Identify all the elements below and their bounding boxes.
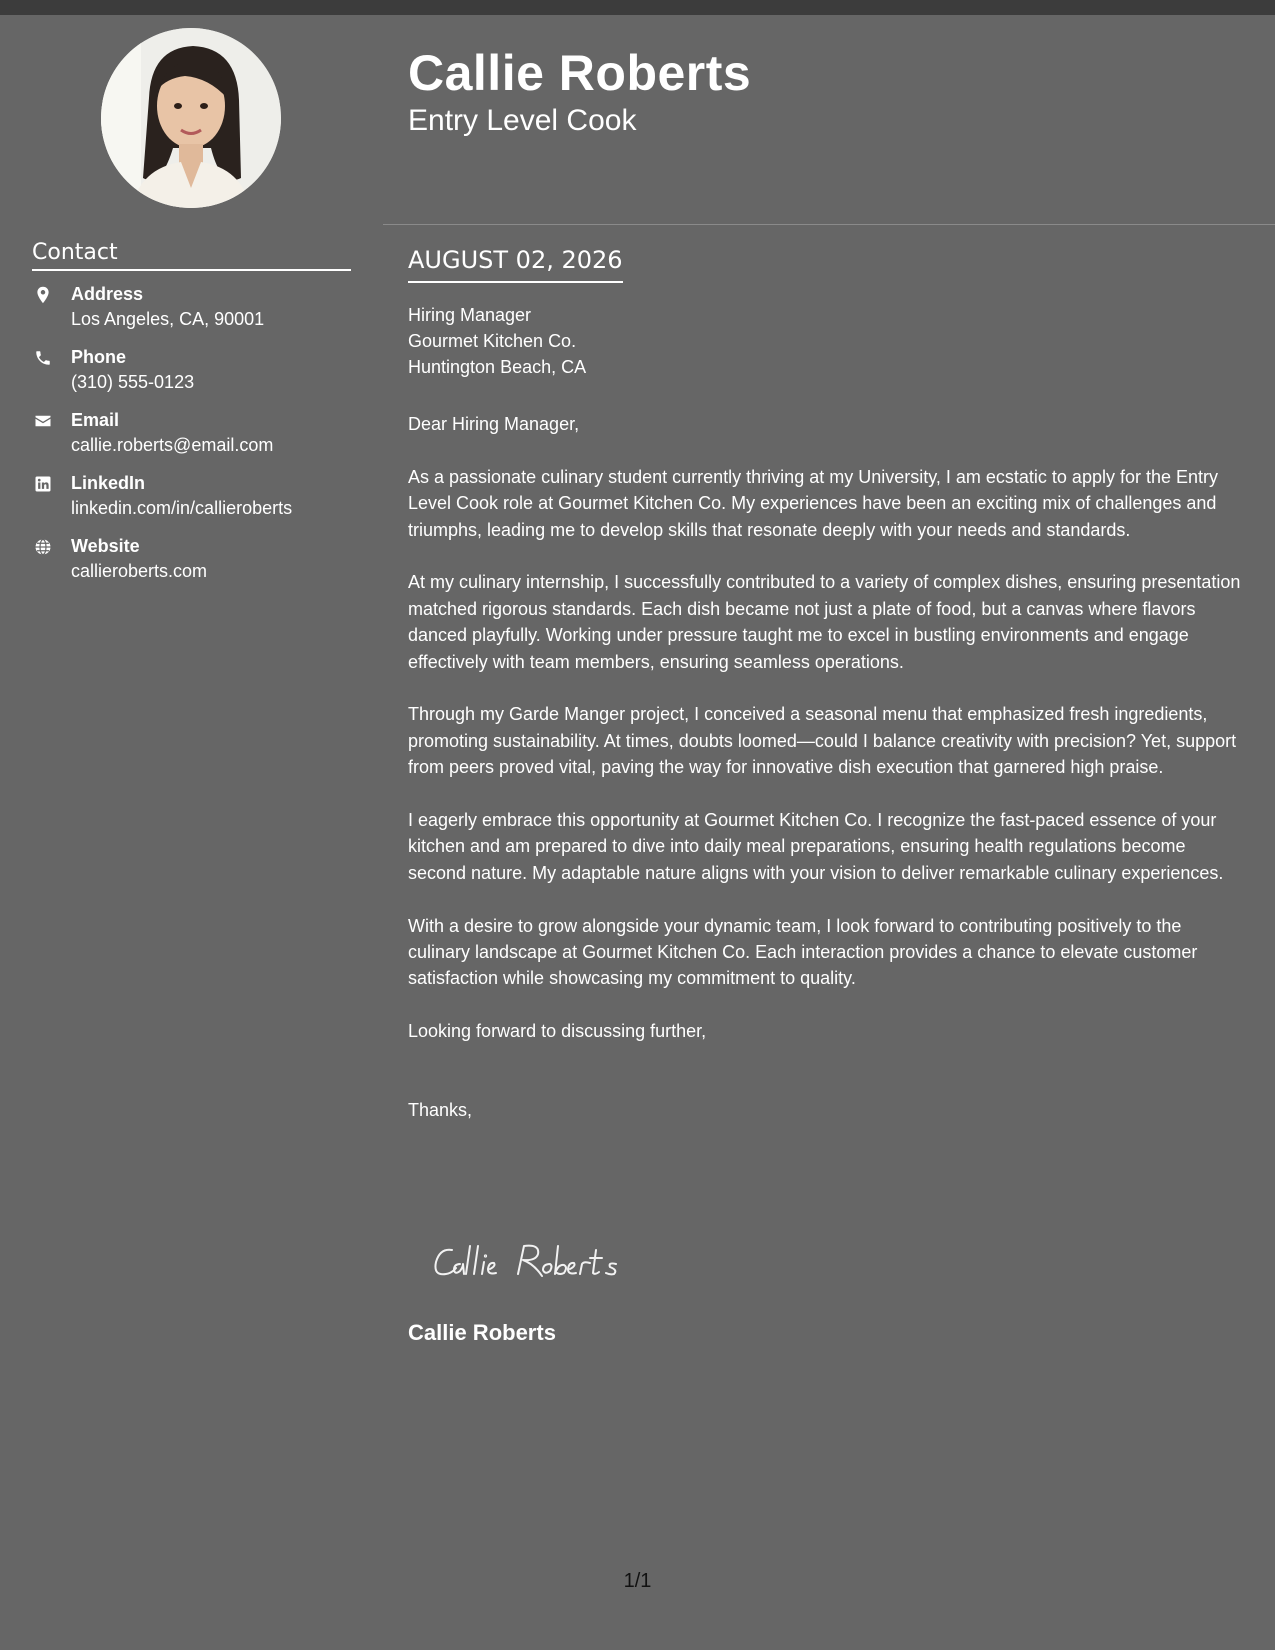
candidate-name: Callie Roberts <box>408 45 752 101</box>
closing-line: Looking forward to discussing further, <box>408 1021 707 1042</box>
recipient-block <box>408 302 586 380</box>
letter-body <box>408 411 1243 1149</box>
contact-label: Phone <box>71 347 127 367</box>
website-link[interactable]: callieroberts.com <box>71 561 208 581</box>
map-pin-icon <box>34 286 52 304</box>
contact-label: Email <box>71 410 120 430</box>
address-value: Los Angeles, CA, 90001 <box>71 309 265 329</box>
letter-paragraph: I eagerly embrace this opportunity at Gourmet Kitchen Co. I recognize the fast-paced essence of your kitchen and am prepared to dive into daily meal preparations, ensuring health regulations become second nature. My adaptable nature aligns with your vision to deliver remarkable culinary experiences. <box>408 810 1224 883</box>
salutation: Dear Hiring Manager, <box>408 414 580 434</box>
recipient-line: Huntington Beach, CA <box>408 357 587 377</box>
header-divider <box>383 224 1275 225</box>
linkedin-link[interactable]: linkedin.com/in/callieroberts <box>71 498 293 518</box>
handwritten-signature <box>430 1236 650 1286</box>
profile-photo <box>101 28 281 208</box>
contact-item-phone <box>32 347 362 410</box>
letter-paragraph: With a desire to grow alongside your dynamic team, I look forward to contributing positively to the culinary landscape at Gourmet Kitchen Co. Each interaction provides a chance to elevate customer satisfaction while showcasing my commitment to quality. <box>408 915 1198 989</box>
contact-heading: Contact <box>32 240 351 271</box>
page-indicator: 1/1 <box>623 1570 652 1592</box>
envelope-icon <box>34 412 52 430</box>
email-link[interactable]: callie.roberts@email.com <box>71 435 274 455</box>
letter-date: AUGUST 02, 2026 <box>408 246 623 283</box>
contact-item-email <box>32 410 362 473</box>
top-bar <box>0 0 1275 15</box>
contact-item-address <box>32 284 362 347</box>
globe-icon <box>34 538 52 556</box>
signed-name: Callie Roberts <box>408 1320 556 1345</box>
contact-item-linkedin <box>32 473 362 536</box>
phone-value: (310) 555-0123 <box>71 372 195 392</box>
contact-label: Website <box>71 536 140 556</box>
contact-label: LinkedIn <box>71 473 146 493</box>
profile-photo-drawing <box>101 28 281 208</box>
job-title: Entry Level Cook <box>408 104 637 137</box>
contact-label: Address <box>71 284 144 304</box>
linkedin-icon <box>34 475 52 493</box>
recipient-line: Hiring Manager <box>408 305 532 325</box>
letter-paragraph: As a passionate culinary student currently thriving at my University, I am ecstatic to apply for the Entry Level Cook role at Gourmet Kitchen Co. My experiences have been an exciting mix of challenges and triumphs, leading me to develop skills that resonate deeply with your needs and standards. <box>408 466 1219 540</box>
letter-paragraph: Through my Garde Manger project, I conceived a seasonal menu that emphasized fresh ingredients, promoting sustainability. At times, doubts loomed—could I balance creativity with precision? Yet, support from peers proved vital, paving the way for innovative dish execution that garnered high praise. <box>408 704 1237 778</box>
contact-list <box>32 284 362 599</box>
signoff: Thanks, <box>408 1099 473 1120</box>
letter-paragraph: At my culinary internship, I successfully contributed to a variety of complex dishes, ensuring presentation matched rigorous standards. Each dish became not just a plate of food, but a canvas where flavors danced playfully. Working under pressure taught me to excel in bustling environments and engage effectively with team members, ensuring seamless operations. <box>408 572 1241 672</box>
recipient-line: Gourmet Kitchen Co. <box>408 331 577 351</box>
contact-item-website <box>32 536 362 599</box>
phone-icon <box>34 349 52 367</box>
